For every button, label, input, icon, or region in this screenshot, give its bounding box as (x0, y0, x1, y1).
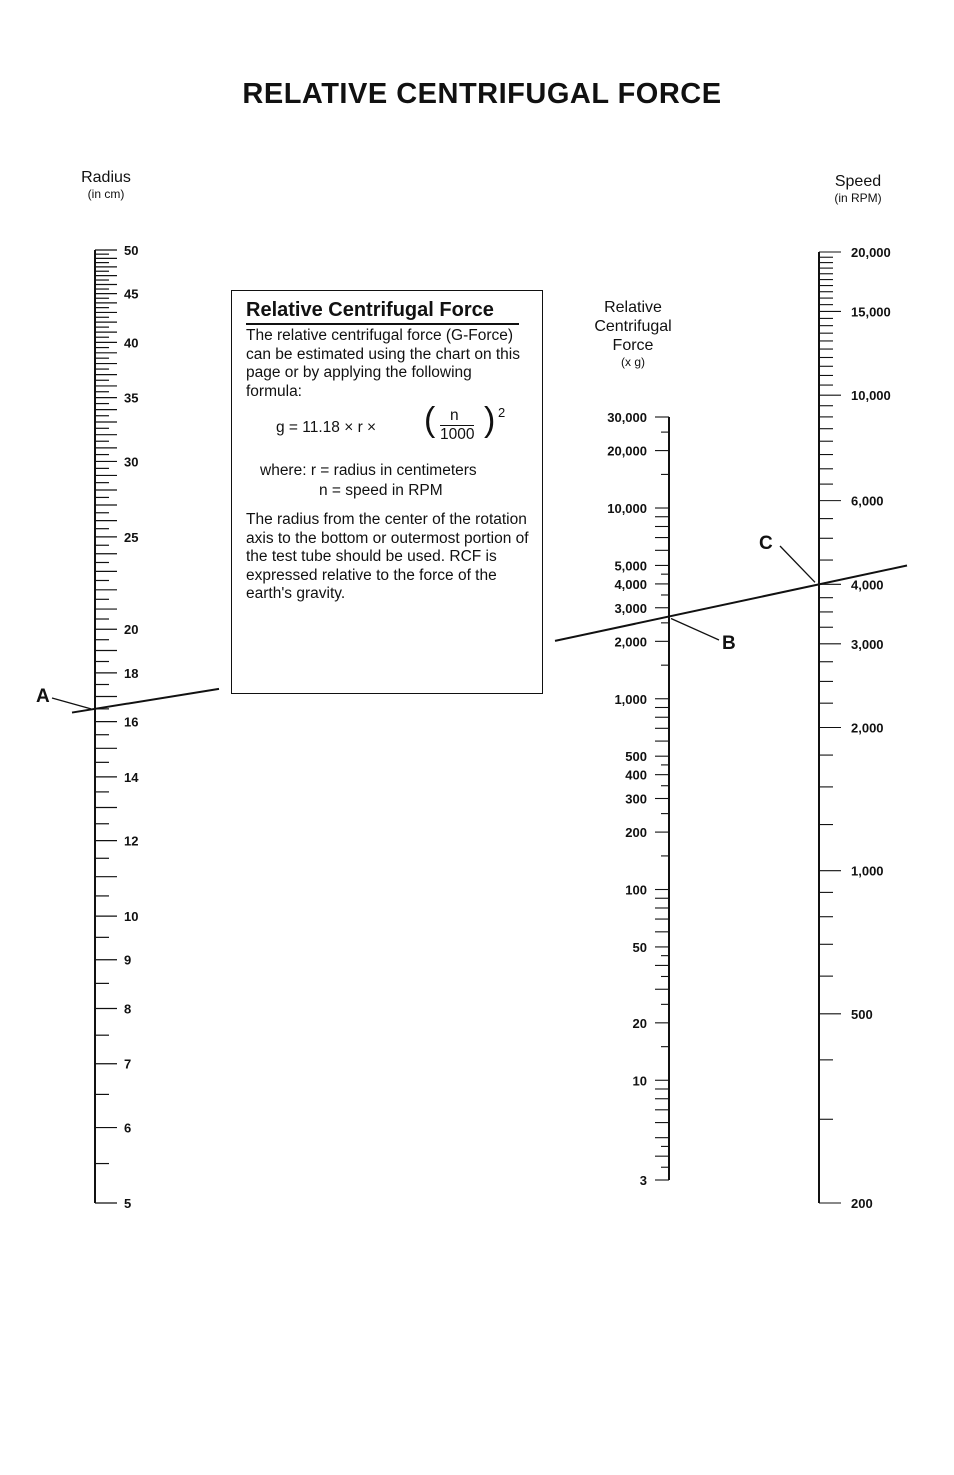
rcf-tick-label-5000: 5,000 (614, 558, 647, 574)
info-box-intro: The relative centrifugal force (G-Force) can be estimated using the chart on this page or by applying the following formula: (246, 327, 520, 400)
rcf-tick-label-400: 400 (625, 767, 647, 783)
formula-close-paren: ) (484, 401, 496, 439)
radius-tick-label-50: 50 (124, 243, 139, 258)
speed-tick-label-2000: 2,000 (851, 720, 884, 736)
variable-r-definition: where: r = radius in centimeters (260, 462, 477, 479)
rcf-tick-label-3000: 3,000 (614, 600, 647, 616)
rcf-tick-label-1000: 1,000 (614, 691, 647, 707)
radius-tick-label-6: 6 (124, 1120, 132, 1136)
rcf-tick-label-200: 200 (625, 825, 647, 841)
rcf-scale-label-line2: Centrifugal (594, 318, 672, 335)
formula-numerator: n (450, 407, 459, 424)
radius-tick-label-45: 45 (124, 286, 139, 302)
radius-scale-label: Radius (81, 169, 131, 186)
radius-tick-label-20: 20 (124, 622, 139, 638)
rcf-formula (246, 401, 530, 453)
point-c-leader (780, 546, 815, 582)
radius-tick-label-12: 12 (124, 833, 139, 849)
rcf-tick-label-20000: 20,000 (607, 443, 647, 459)
formula-open-paren: ( (424, 401, 436, 439)
radius-tick-label-5: 5 (124, 1196, 132, 1211)
radius-scale (95, 243, 139, 1211)
info-box-heading: Relative Centrifugal Force (246, 299, 519, 325)
radius-tick-label-25: 25 (124, 529, 139, 545)
info-box-description: The radius from the center of the rotation axis to the bottom or outermost portion of the test tube should be used. RCF is expressed relative to the force of the earth's gravity. (246, 511, 529, 602)
radius-scale-unit: (in cm) (87, 187, 125, 201)
rcf-tick-label-20: 20 (632, 1015, 647, 1031)
speed-tick-label-200: 200 (851, 1196, 873, 1211)
rcf-info-box (231, 290, 543, 694)
formula-exponent: 2 (498, 405, 506, 420)
rcf-tick-label-500: 500 (625, 749, 647, 765)
speed-tick-label-20000: 20,000 (851, 245, 891, 260)
rcf-scale-unit: (x g) (621, 355, 645, 369)
radius-tick-label-7: 7 (124, 1056, 132, 1072)
point-c-label: C (759, 533, 773, 554)
point-b-label: B (722, 633, 736, 654)
radius-tick-label-8: 8 (124, 1001, 132, 1017)
rcf-scale-label-line1: Relative (604, 299, 662, 316)
rcf-tick-label-100: 100 (625, 882, 647, 898)
rcf-tick-label-300: 300 (625, 791, 647, 807)
rcf-tick-label-50: 50 (632, 939, 647, 955)
radius-tick-label-35: 35 (124, 390, 139, 406)
radius-tick-label-16: 16 (124, 714, 139, 730)
page-title: RELATIVE CENTRIFUGAL FORCE (242, 78, 722, 110)
formula-lhs: g = 11.18 × r × (276, 419, 377, 436)
radius-tick-label-30: 30 (124, 454, 139, 470)
speed-scale-unit: (in RPM) (834, 191, 882, 205)
radius-tick-label-9: 9 (124, 952, 132, 968)
formula-denominator: 1000 (440, 426, 475, 443)
speed-tick-label-500: 500 (851, 1006, 873, 1022)
speed-tick-label-4000: 4,000 (851, 577, 884, 593)
speed-scale-label: Speed (834, 173, 882, 190)
speed-scale (819, 245, 891, 1211)
speed-tick-label-15000: 15,000 (851, 304, 891, 320)
speed-tick-label-3000: 3,000 (851, 636, 884, 652)
rcf-tick-label-4000: 4,000 (614, 576, 647, 592)
speed-tick-label-10000: 10,000 (851, 388, 891, 404)
formula-variables (246, 461, 530, 501)
point-b-leader (671, 618, 719, 640)
variable-n-definition: n = speed in RPM (319, 482, 443, 499)
radius-tick-label-10: 10 (124, 909, 139, 925)
rcf-tick-label-10: 10 (632, 1073, 647, 1089)
speed-tick-label-1000: 1,000 (851, 863, 884, 879)
rcf-tick-label-3: 3 (639, 1173, 647, 1188)
rcf-tick-label-30000: 30,000 (607, 410, 647, 425)
rcf-tick-label-10000: 10,000 (607, 501, 647, 517)
rcf-scale-label-line3: Force (612, 337, 654, 354)
speed-tick-label-6000: 6,000 (851, 493, 884, 509)
example-line-bc (555, 566, 907, 641)
rcf-tick-label-2000: 2,000 (614, 634, 647, 650)
point-a-label: A (36, 686, 50, 707)
rcf-scale (607, 410, 669, 1188)
radius-tick-label-14: 14 (124, 769, 139, 785)
radius-tick-label-40: 40 (124, 335, 139, 351)
radius-tick-label-18: 18 (124, 665, 139, 681)
point-a-leader (52, 698, 91, 709)
